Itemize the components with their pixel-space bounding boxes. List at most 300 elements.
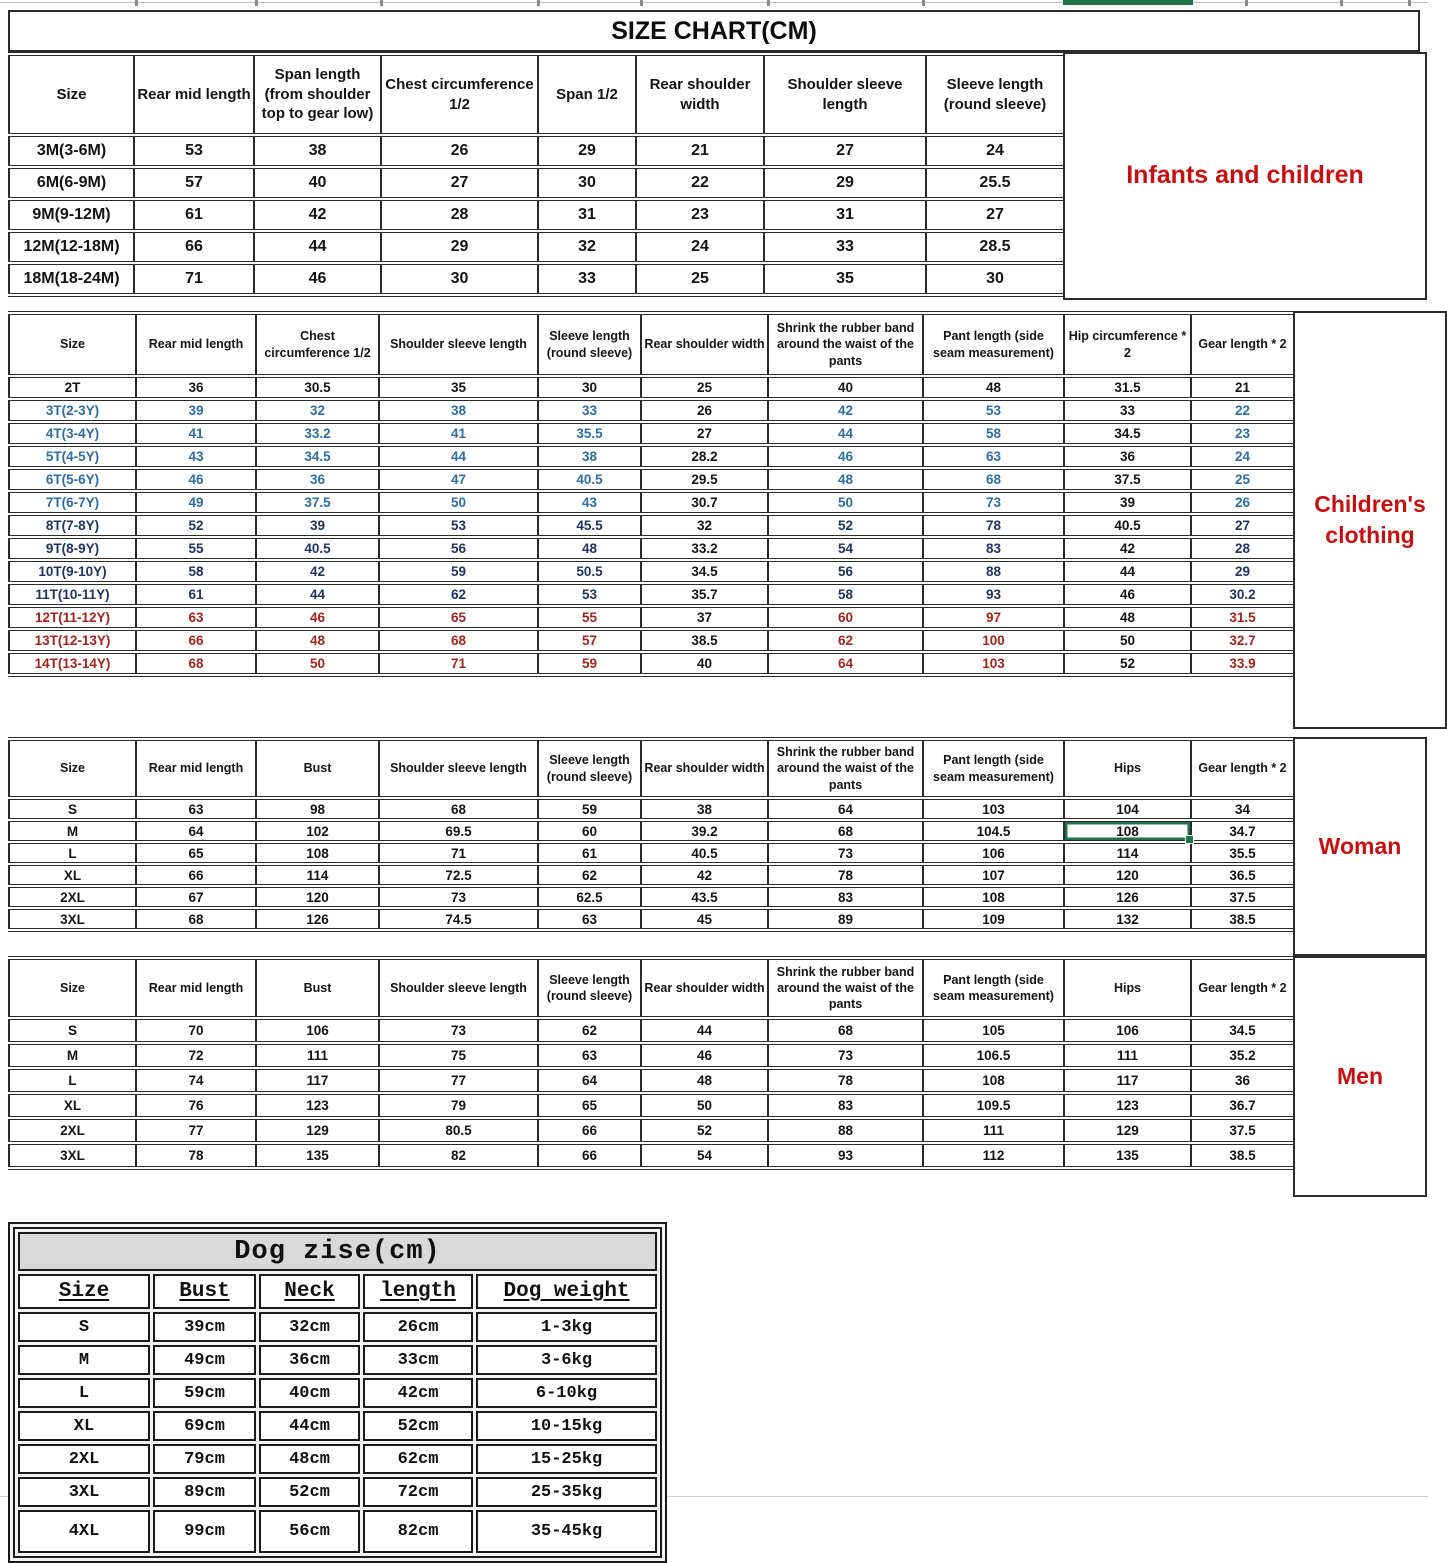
row-size-label: 6M(6-9M) — [9, 167, 134, 199]
table-cell: 57 — [134, 167, 254, 199]
table-cell: 63 — [136, 606, 256, 629]
table-cell: 25 — [636, 263, 764, 295]
column-header: Chest circumference 1/2 — [256, 313, 379, 376]
column-header: Neck — [259, 1274, 360, 1309]
table-cell: 37.5 — [1064, 468, 1191, 491]
table-cell: 74.5 — [379, 908, 538, 930]
row-size-label: 6T(5-6Y) — [9, 468, 136, 491]
table-cell: 48 — [538, 537, 641, 560]
table-cell: 10-15kg — [476, 1411, 657, 1441]
table-cell: 73 — [768, 842, 923, 864]
table-cell: 43.5 — [641, 886, 768, 908]
table-cell: 46 — [641, 1043, 768, 1068]
table-cell: 66 — [538, 1143, 641, 1168]
table-cell: 55 — [136, 537, 256, 560]
column-header: Rear shoulder width — [641, 313, 768, 376]
column-header: Span length (from shoulder top to gear low) — [254, 54, 381, 135]
table-cell: 35.5 — [538, 422, 641, 445]
table-cell: 24 — [926, 135, 1064, 167]
table-row — [9, 491, 1294, 514]
table-cell: 32 — [538, 231, 636, 263]
table-row — [18, 1411, 657, 1441]
gridline-tick — [1245, 0, 1248, 6]
table-cell: 21 — [1191, 376, 1294, 399]
table-cell: 29 — [764, 167, 926, 199]
column-header: Rear mid length — [136, 739, 256, 798]
table-cell: 40 — [641, 652, 768, 675]
table-row — [9, 820, 1294, 842]
table-cell: 35 — [379, 376, 538, 399]
row-size-label: 18M(18-24M) — [9, 263, 134, 295]
dog-size-table — [8, 1222, 667, 1563]
table-cell: 28.2 — [641, 445, 768, 468]
table-cell: 36.7 — [1191, 1093, 1294, 1118]
table-cell: 45 — [641, 908, 768, 930]
table-cell: 40 — [768, 376, 923, 399]
table-cell: 30 — [538, 167, 636, 199]
table-cell: 30.5 — [256, 376, 379, 399]
table-cell: 72 — [136, 1043, 256, 1068]
table-cell: 53 — [538, 583, 641, 606]
table-cell: 25-35kg — [476, 1477, 657, 1507]
table-cell: 28 — [1191, 537, 1294, 560]
table-cell: 37.5 — [1191, 886, 1294, 908]
column-header: Pant length (side seam measurement) — [923, 958, 1064, 1018]
men-size-table — [8, 956, 1295, 1170]
table-cell: 109 — [923, 908, 1064, 930]
table-row — [9, 537, 1294, 560]
table-cell: 31 — [764, 199, 926, 231]
row-size-label: 4T(3-4Y) — [9, 422, 136, 445]
column-header: Dog weight — [476, 1274, 657, 1309]
table-cell: 58 — [136, 560, 256, 583]
table-cell: 35-45kg — [476, 1510, 657, 1553]
table-cell: 44 — [768, 422, 923, 445]
table-cell: 42 — [254, 199, 381, 231]
table-cell: 56cm — [259, 1510, 360, 1553]
table-cell: 75 — [379, 1043, 538, 1068]
table-cell: 70 — [136, 1018, 256, 1043]
table-cell: 79 — [379, 1093, 538, 1118]
table-cell: 67 — [136, 886, 256, 908]
table-cell: 64 — [768, 798, 923, 820]
column-header: Shoulder sleeve length — [379, 958, 538, 1018]
table-cell: 38.5 — [641, 629, 768, 652]
table-row — [9, 1043, 1294, 1068]
table-cell: 44 — [254, 231, 381, 263]
table-cell: 23 — [1191, 422, 1294, 445]
table-row — [9, 135, 1064, 167]
table-cell: 52 — [1064, 652, 1191, 675]
table-cell: 123 — [256, 1093, 379, 1118]
table-cell: 39.2 — [641, 820, 768, 842]
gridline-tick — [1408, 0, 1411, 6]
table-cell: 21 — [636, 135, 764, 167]
table-cell: 129 — [1064, 1118, 1191, 1143]
row-size-label: 8T(7-8Y) — [9, 514, 136, 537]
column-header: Shrink the rubber band around the waist of the pants — [768, 313, 923, 376]
table-cell: 65 — [379, 606, 538, 629]
table-cell: 36 — [1064, 445, 1191, 468]
table-cell: 68 — [136, 652, 256, 675]
table-cell: 36 — [1191, 1068, 1294, 1093]
table-cell: 34.5 — [641, 560, 768, 583]
row-size-label: 11T(10-11Y) — [9, 583, 136, 606]
table-row — [9, 445, 1294, 468]
column-header: Size — [9, 739, 136, 798]
table-cell: 27 — [764, 135, 926, 167]
table-cell: 63 — [538, 1043, 641, 1068]
column-header: length — [363, 1274, 473, 1309]
table-cell: 42 — [256, 560, 379, 583]
table-cell: 50.5 — [538, 560, 641, 583]
row-size-label: 14T(13-14Y) — [9, 652, 136, 675]
table-row — [9, 1118, 1294, 1143]
table-cell: 65 — [136, 842, 256, 864]
gridline-tick — [380, 0, 383, 6]
table-cell: 62 — [538, 864, 641, 886]
table-cell: 33.9 — [1191, 652, 1294, 675]
table-cell: 59 — [379, 560, 538, 583]
table-cell: 111 — [1064, 1043, 1191, 1068]
table-cell: 34.5 — [256, 445, 379, 468]
table-row — [9, 560, 1294, 583]
table-cell: 117 — [256, 1068, 379, 1093]
table-cell: 36.5 — [1191, 864, 1294, 886]
row-size-label: L — [9, 1068, 136, 1093]
table-cell: 112 — [923, 1143, 1064, 1168]
column-header: Size — [9, 313, 136, 376]
table-cell: 50 — [641, 1093, 768, 1118]
table-row — [9, 514, 1294, 537]
table-cell: 68 — [379, 798, 538, 820]
column-header: Rear shoulder width — [641, 958, 768, 1018]
table-cell: 33 — [1064, 399, 1191, 422]
table-cell: 33cm — [363, 1345, 473, 1375]
table-row — [9, 886, 1294, 908]
table-cell: 69cm — [153, 1411, 256, 1441]
table-cell: 34.5 — [1064, 422, 1191, 445]
men-label: Men — [1293, 956, 1427, 1197]
table-cell: 30 — [381, 263, 538, 295]
table-cell: 40.5 — [538, 468, 641, 491]
table-cell: 53 — [923, 399, 1064, 422]
table-cell: 126 — [1064, 886, 1191, 908]
table-row — [9, 606, 1294, 629]
table-cell: 65 — [538, 1093, 641, 1118]
row-size-label: 2XL — [18, 1444, 150, 1474]
row-size-label: L — [9, 842, 136, 864]
table-cell: 6-10kg — [476, 1378, 657, 1408]
table-cell: 73 — [923, 491, 1064, 514]
row-size-label: 13T(12-13Y) — [9, 629, 136, 652]
table-cell: 46 — [768, 445, 923, 468]
table-cell: 83 — [768, 886, 923, 908]
table-cell: 111 — [923, 1118, 1064, 1143]
table-cell: 68 — [136, 908, 256, 930]
table-cell: 63 — [923, 445, 1064, 468]
table-cell: 25 — [641, 376, 768, 399]
table-row — [9, 798, 1294, 820]
table-cell: 123 — [1064, 1093, 1191, 1118]
row-size-label: 7T(6-7Y) — [9, 491, 136, 514]
table-row — [18, 1510, 657, 1553]
table-cell: 61 — [538, 842, 641, 864]
table-cell: 32.7 — [1191, 629, 1294, 652]
table-cell: 71 — [379, 652, 538, 675]
table-cell: 15-25kg — [476, 1444, 657, 1474]
column-header: Rear mid length — [134, 54, 254, 135]
column-header: Rear shoulder width — [636, 54, 764, 135]
column-header: Hips — [1064, 958, 1191, 1018]
table-cell: 35 — [764, 263, 926, 295]
table-cell: 36 — [136, 376, 256, 399]
table-cell: 55 — [538, 606, 641, 629]
table-cell: 53 — [379, 514, 538, 537]
table-cell: 40 — [254, 167, 381, 199]
table-cell: 37 — [641, 606, 768, 629]
table-cell: 35.2 — [1191, 1043, 1294, 1068]
table-cell: 72.5 — [379, 864, 538, 886]
table-cell: 35.5 — [1191, 842, 1294, 864]
table-cell: 56 — [379, 537, 538, 560]
table-cell: 62.5 — [538, 886, 641, 908]
table-cell: 71 — [379, 842, 538, 864]
spreadsheet-gridline-top — [0, 2, 1428, 3]
table-cell: 36cm — [259, 1345, 360, 1375]
children-size-table — [8, 311, 1295, 677]
column-header: Shrink the rubber band around the waist of the pants — [768, 958, 923, 1018]
table-cell: 77 — [379, 1068, 538, 1093]
table-cell: 117 — [1064, 1068, 1191, 1093]
gridline-tick — [255, 0, 258, 6]
table-cell: 33.2 — [256, 422, 379, 445]
column-header: Size — [9, 958, 136, 1018]
table-cell: 42 — [768, 399, 923, 422]
table-row — [9, 399, 1294, 422]
table-cell: 26 — [381, 135, 538, 167]
header-row — [9, 958, 1294, 1018]
row-size-label: 2XL — [9, 1118, 136, 1143]
table-cell: 50 — [768, 491, 923, 514]
column-header: Gear length * 2 — [1191, 313, 1294, 376]
table-cell: 64 — [538, 1068, 641, 1093]
table-cell: 48 — [768, 468, 923, 491]
table-cell: 27 — [641, 422, 768, 445]
gridline-tick — [922, 0, 925, 6]
table-cell: 52cm — [363, 1411, 473, 1441]
table-row — [9, 652, 1294, 675]
table-cell: 27 — [926, 199, 1064, 231]
table-cell: 40.5 — [641, 842, 768, 864]
table-cell: 62cm — [363, 1444, 473, 1474]
gridline-tick — [767, 0, 770, 6]
row-size-label: 3XL — [9, 1143, 136, 1168]
table-cell: 89cm — [153, 1477, 256, 1507]
table-cell: 68 — [768, 1018, 923, 1043]
table-cell: 38 — [379, 399, 538, 422]
table-cell: 41 — [379, 422, 538, 445]
table-cell: 73 — [768, 1043, 923, 1068]
row-size-label: XL — [9, 864, 136, 886]
table-cell: 108 — [1064, 820, 1191, 842]
table-cell: 103 — [923, 652, 1064, 675]
table-cell: 93 — [923, 583, 1064, 606]
table-cell: 62 — [379, 583, 538, 606]
row-size-label: 3M(3-6M) — [9, 135, 134, 167]
infants-and-children-label: Infants and children — [1063, 52, 1427, 300]
table-cell: 135 — [256, 1143, 379, 1168]
table-cell: 38 — [641, 798, 768, 820]
table-cell: 48 — [256, 629, 379, 652]
table-cell: 24 — [636, 231, 764, 263]
column-header: Sleeve length (round sleeve) — [538, 958, 641, 1018]
column-header: Span 1/2 — [538, 54, 636, 135]
table-cell: 82cm — [363, 1510, 473, 1553]
row-size-label: 10T(9-10Y) — [9, 560, 136, 583]
table-cell: 46 — [136, 468, 256, 491]
table-cell: 107 — [923, 864, 1064, 886]
table-row — [18, 1378, 657, 1408]
column-header: Shrink the rubber band around the waist of the pants — [768, 739, 923, 798]
table-row — [9, 376, 1294, 399]
column-header: Rear mid length — [136, 958, 256, 1018]
table-cell: 43 — [538, 491, 641, 514]
column-header: Bust — [256, 958, 379, 1018]
table-cell: 41 — [136, 422, 256, 445]
table-cell: 48 — [641, 1068, 768, 1093]
table-cell: 42 — [641, 864, 768, 886]
column-header: Sleeve length (round sleeve) — [926, 54, 1064, 135]
table-cell: 46 — [254, 263, 381, 295]
table-cell: 68 — [923, 468, 1064, 491]
table-cell: 79cm — [153, 1444, 256, 1474]
table-cell: 73 — [379, 886, 538, 908]
row-size-label: S — [9, 1018, 136, 1043]
gridline-tick — [135, 0, 138, 6]
table-cell: 68 — [768, 820, 923, 842]
table-cell: 46 — [256, 606, 379, 629]
table-cell: 54 — [768, 537, 923, 560]
table-cell: 27 — [381, 167, 538, 199]
table-cell: 120 — [1064, 864, 1191, 886]
table-cell: 25 — [1191, 468, 1294, 491]
table-cell: 30 — [538, 376, 641, 399]
table-cell: 49 — [136, 491, 256, 514]
table-cell: 29 — [538, 135, 636, 167]
table-cell: 38.5 — [1191, 1143, 1294, 1168]
table-cell: 102 — [256, 820, 379, 842]
table-cell: 76 — [136, 1093, 256, 1118]
table-cell: 108 — [923, 1068, 1064, 1093]
table-cell: 30.7 — [641, 491, 768, 514]
column-header: Shoulder sleeve length — [379, 739, 538, 798]
table-cell: 31.5 — [1191, 606, 1294, 629]
table-cell: 58 — [923, 422, 1064, 445]
row-size-label: XL — [18, 1411, 150, 1441]
table-row — [18, 1477, 657, 1507]
row-size-label: XL — [9, 1093, 136, 1118]
column-header: Gear length * 2 — [1191, 958, 1294, 1018]
table-cell: 52 — [768, 514, 923, 537]
column-header: Hip circumference * 2 — [1064, 313, 1191, 376]
table-cell: 78 — [768, 1068, 923, 1093]
table-cell: 30 — [926, 263, 1064, 295]
column-header: Chest circumference 1/2 — [381, 54, 538, 135]
column-header: Size — [9, 54, 134, 135]
table-cell: 82 — [379, 1143, 538, 1168]
table-cell: 31 — [538, 199, 636, 231]
table-cell: 33 — [538, 399, 641, 422]
table-row — [9, 231, 1064, 263]
table-cell: 36 — [256, 468, 379, 491]
table-cell: 53 — [134, 135, 254, 167]
table-cell: 54 — [641, 1143, 768, 1168]
table-cell: 42 — [1064, 537, 1191, 560]
row-size-label: S — [18, 1312, 150, 1342]
dog-table-title-row — [18, 1232, 657, 1271]
table-cell: 100 — [923, 629, 1064, 652]
table-cell: 47 — [379, 468, 538, 491]
table-cell: 111 — [256, 1043, 379, 1068]
table-row — [9, 583, 1294, 606]
table-cell: 45.5 — [538, 514, 641, 537]
childrens-clothing-label: Children's clothing — [1293, 311, 1447, 729]
table-cell: 44 — [256, 583, 379, 606]
table-cell: 114 — [1064, 842, 1191, 864]
table-cell: 62 — [768, 629, 923, 652]
table-cell: 44 — [379, 445, 538, 468]
table-cell: 50 — [1064, 629, 1191, 652]
table-cell: 35.7 — [641, 583, 768, 606]
row-size-label: 3XL — [9, 908, 136, 930]
table-cell: 72cm — [363, 1477, 473, 1507]
size-chart-title: SIZE CHART(CM) — [8, 10, 1420, 52]
column-header: Gear length * 2 — [1191, 739, 1294, 798]
row-size-label: 2T — [9, 376, 136, 399]
table-cell: 63 — [136, 798, 256, 820]
table-cell: 63 — [538, 908, 641, 930]
row-size-label: 12T(11-12Y) — [9, 606, 136, 629]
table-row — [18, 1312, 657, 1342]
table-cell: 52 — [136, 514, 256, 537]
table-cell: 88 — [768, 1118, 923, 1143]
header-row — [9, 54, 1064, 135]
table-cell: 34.5 — [1191, 1018, 1294, 1043]
header-row — [9, 313, 1294, 376]
table-cell: 59 — [538, 652, 641, 675]
row-size-label: 5T(4-5Y) — [9, 445, 136, 468]
row-size-label: M — [9, 820, 136, 842]
table-cell: 64 — [136, 820, 256, 842]
table-cell: 34.7 — [1191, 820, 1294, 842]
table-row — [9, 1143, 1294, 1168]
column-header: Bust — [256, 739, 379, 798]
table-cell: 78 — [923, 514, 1064, 537]
table-cell: 31.5 — [1064, 376, 1191, 399]
table-cell: 56 — [768, 560, 923, 583]
table-cell: 98 — [256, 798, 379, 820]
table-cell: 24 — [1191, 445, 1294, 468]
woman-size-table — [8, 737, 1295, 932]
table-cell: 105 — [923, 1018, 1064, 1043]
table-cell: 60 — [768, 606, 923, 629]
column-header: Shoulder sleeve length — [379, 313, 538, 376]
table-cell: 88 — [923, 560, 1064, 583]
table-row — [9, 1068, 1294, 1093]
table-cell: 66 — [136, 864, 256, 886]
table-cell: 39 — [1064, 491, 1191, 514]
